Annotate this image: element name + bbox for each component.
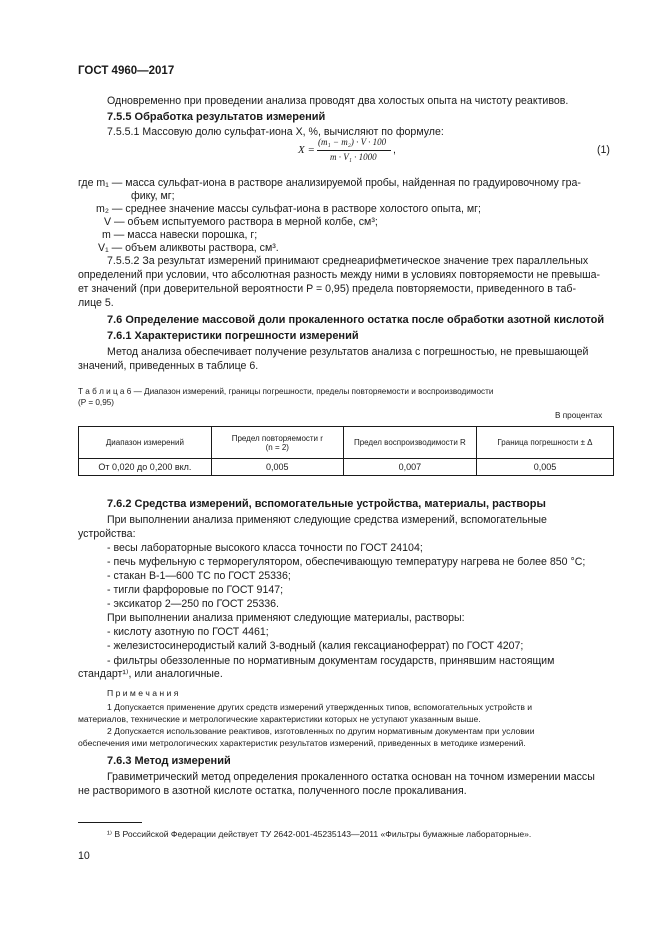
list-item: - тигли фарфоровые по ГОСТ 9147; [107,584,284,596]
formula-fraction-bar [317,150,391,151]
table-header-range: Диапазон измерений [79,427,212,459]
where-v1: V₁ — объем аликвоты раствора, см³. [98,242,279,254]
notes-title: П р и м е ч а н и я [107,688,179,698]
list-item: - стакан В-1—600 ТС по ГОСТ 25336; [107,570,291,582]
materials-intro: При выполнении анализа применяют следующие материалы, растворы: [107,612,465,624]
table-6 [78,426,614,476]
note-1-line1: 1 Допускается применение других средств измерений утвержденных типов, вспомогательных устройств и [107,702,533,712]
paragraph-blank-test: Одновременно при проведении анализа проводят два холостых опыта на чистоту реактивов. [107,95,569,107]
list-item: - эксикатор 2—250 по ГОСТ 25336. [107,598,280,610]
para-7-5-5-2-line2: определений при условии, что абсолютная разность между ними в условиях повторяемости не превыша- [78,269,600,281]
list-item: - фильтры обеззоленные по нормативным документам государств, принявшим настоящим [107,655,555,667]
note-1-line2: материалов, технические и метрологические характеристики которых не уступают указанным выше. [78,714,481,724]
footnote: ¹⁾ В Российской Федерации действует ТУ 2642-001-45235143—2011 «Фильтры бумажные лабораторные». [107,829,532,839]
para-7-6-2-line1: При выполнении анализа применяют следующие средства измерений, вспомогательные [107,514,547,526]
table-cell-delta: 0,005 [476,459,613,476]
table-header-repeatability-line1: Предел повторяемости r [231,433,323,443]
note-2-line2: обеспечения ими метрологических характеристик результатов измерений, приведенных в методике измерений. [78,738,526,748]
heading-7-6-3: 7.6.3 Метод измерений [107,755,231,767]
document-header: ГОСТ 4960—2017 [78,65,175,77]
table-cell-R: 0,007 [343,459,476,476]
where-m1-cont: фику, мг; [131,190,175,202]
list-item: - кислоту азотную по ГОСТ 4461; [107,626,269,638]
table-header-repeatability [211,427,343,459]
para-7-6-3-line2: не растворимого в азотной кислоте остатка, полученного после прокаливания. [78,785,467,797]
table-header-row [79,427,614,459]
heading-7-5-5-1: 7.5.5.1 Массовую долю сульфат-иона X, %, вычисляют по формуле: [107,126,444,138]
table-cell-range: От 0,020 до 0,200 вкл. [79,459,212,476]
page-number: 10 [78,850,90,862]
where-v: V — объем испытуемого раствора в мерной колбе, см³; [104,216,378,228]
list-item: - печь муфельную с терморегулятором, обеспечивающую температуру нагрева не более 850 °С; [107,556,586,568]
table-header-error: Граница погрешности ± Δ [476,427,613,459]
where-m: m — масса навески порошка, г; [102,229,258,241]
formula-denominator: m · V₁ · 1000 [330,152,377,162]
list-item: - весы лабораторные высокого класса точности по ГОСТ 24104; [107,542,423,554]
footnote-separator [78,822,142,823]
para-7-6-1-line1: Метод анализа обеспечивает получение результатов анализа с погрешностью, не превышающей [107,346,589,358]
heading-7-6-2: 7.6.2 Средства измерений, вспомогательные устройства, материалы, растворы [107,498,546,510]
where-m2: m₂ — среднее значение массы сульфат-иона в растворе холостого опыта, мг; [96,203,481,215]
table-header-repeatability-line2: (n = 2) [265,442,289,452]
para-7-6-2-line2: устройства: [78,528,136,540]
heading-7-5-5: 7.5.5 Обработка результатов измерений [107,111,326,123]
para-7-6-3-line1: Гравиметрический метод определения прокаленного остатка основан на точном измерении массы [107,771,595,783]
formula-lhs: X = [298,144,315,156]
note-2-line1: 2 Допускается использование реактивов, изготовленных по другим нормативным документам при условии [107,726,535,736]
para-7-5-5-2-line4: лице 5. [78,297,114,309]
formula-numerator: (m₁ − m₂) · V · 100 [318,137,387,147]
heading-7-6-1: 7.6.1 Характеристики погрешности измерений [107,330,359,342]
para-7-6-1-line2: значений, приведенных в таблице 6. [78,360,259,372]
formula-comma: , [393,144,396,156]
para-7-5-5-2-line3: ет значений (при доверительной вероятности P = 0,95) предела повторяемости, приведенного в таб- [78,283,577,295]
where-m1: где m₁ — масса сульфат-иона в растворе анализируемой пробы, найденная по градуировочному гра- [78,177,581,189]
para-7-5-5-2-line1: 7.5.5.2 За результат измерений принимают среднеарифметическое значение трех параллельных [107,255,589,267]
list-item: - железистосинеродистый калий 3-водный (калия гексацианоферрат) по ГОСТ 4207; [107,640,524,652]
table-header-reproducibility: Предел воспроизводимости R [343,427,476,459]
table-units: В процентах [555,411,603,420]
table-row [79,459,614,476]
table-caption-cont: (P = 0,95) [78,398,115,407]
table-cell-r: 0,005 [211,459,343,476]
list-item-cont: стандарт¹⁾, или аналогичные. [78,668,223,680]
table-caption: Т а б л и ц а 6 — Диапазон измерений, границы погрешности, пределы повторяемости и воспроизводимости [78,387,494,396]
formula-number: (1) [597,144,610,156]
heading-7-6: 7.6 Определение массовой доли прокаленного остатка после обработки азотной кислотой [107,314,605,326]
